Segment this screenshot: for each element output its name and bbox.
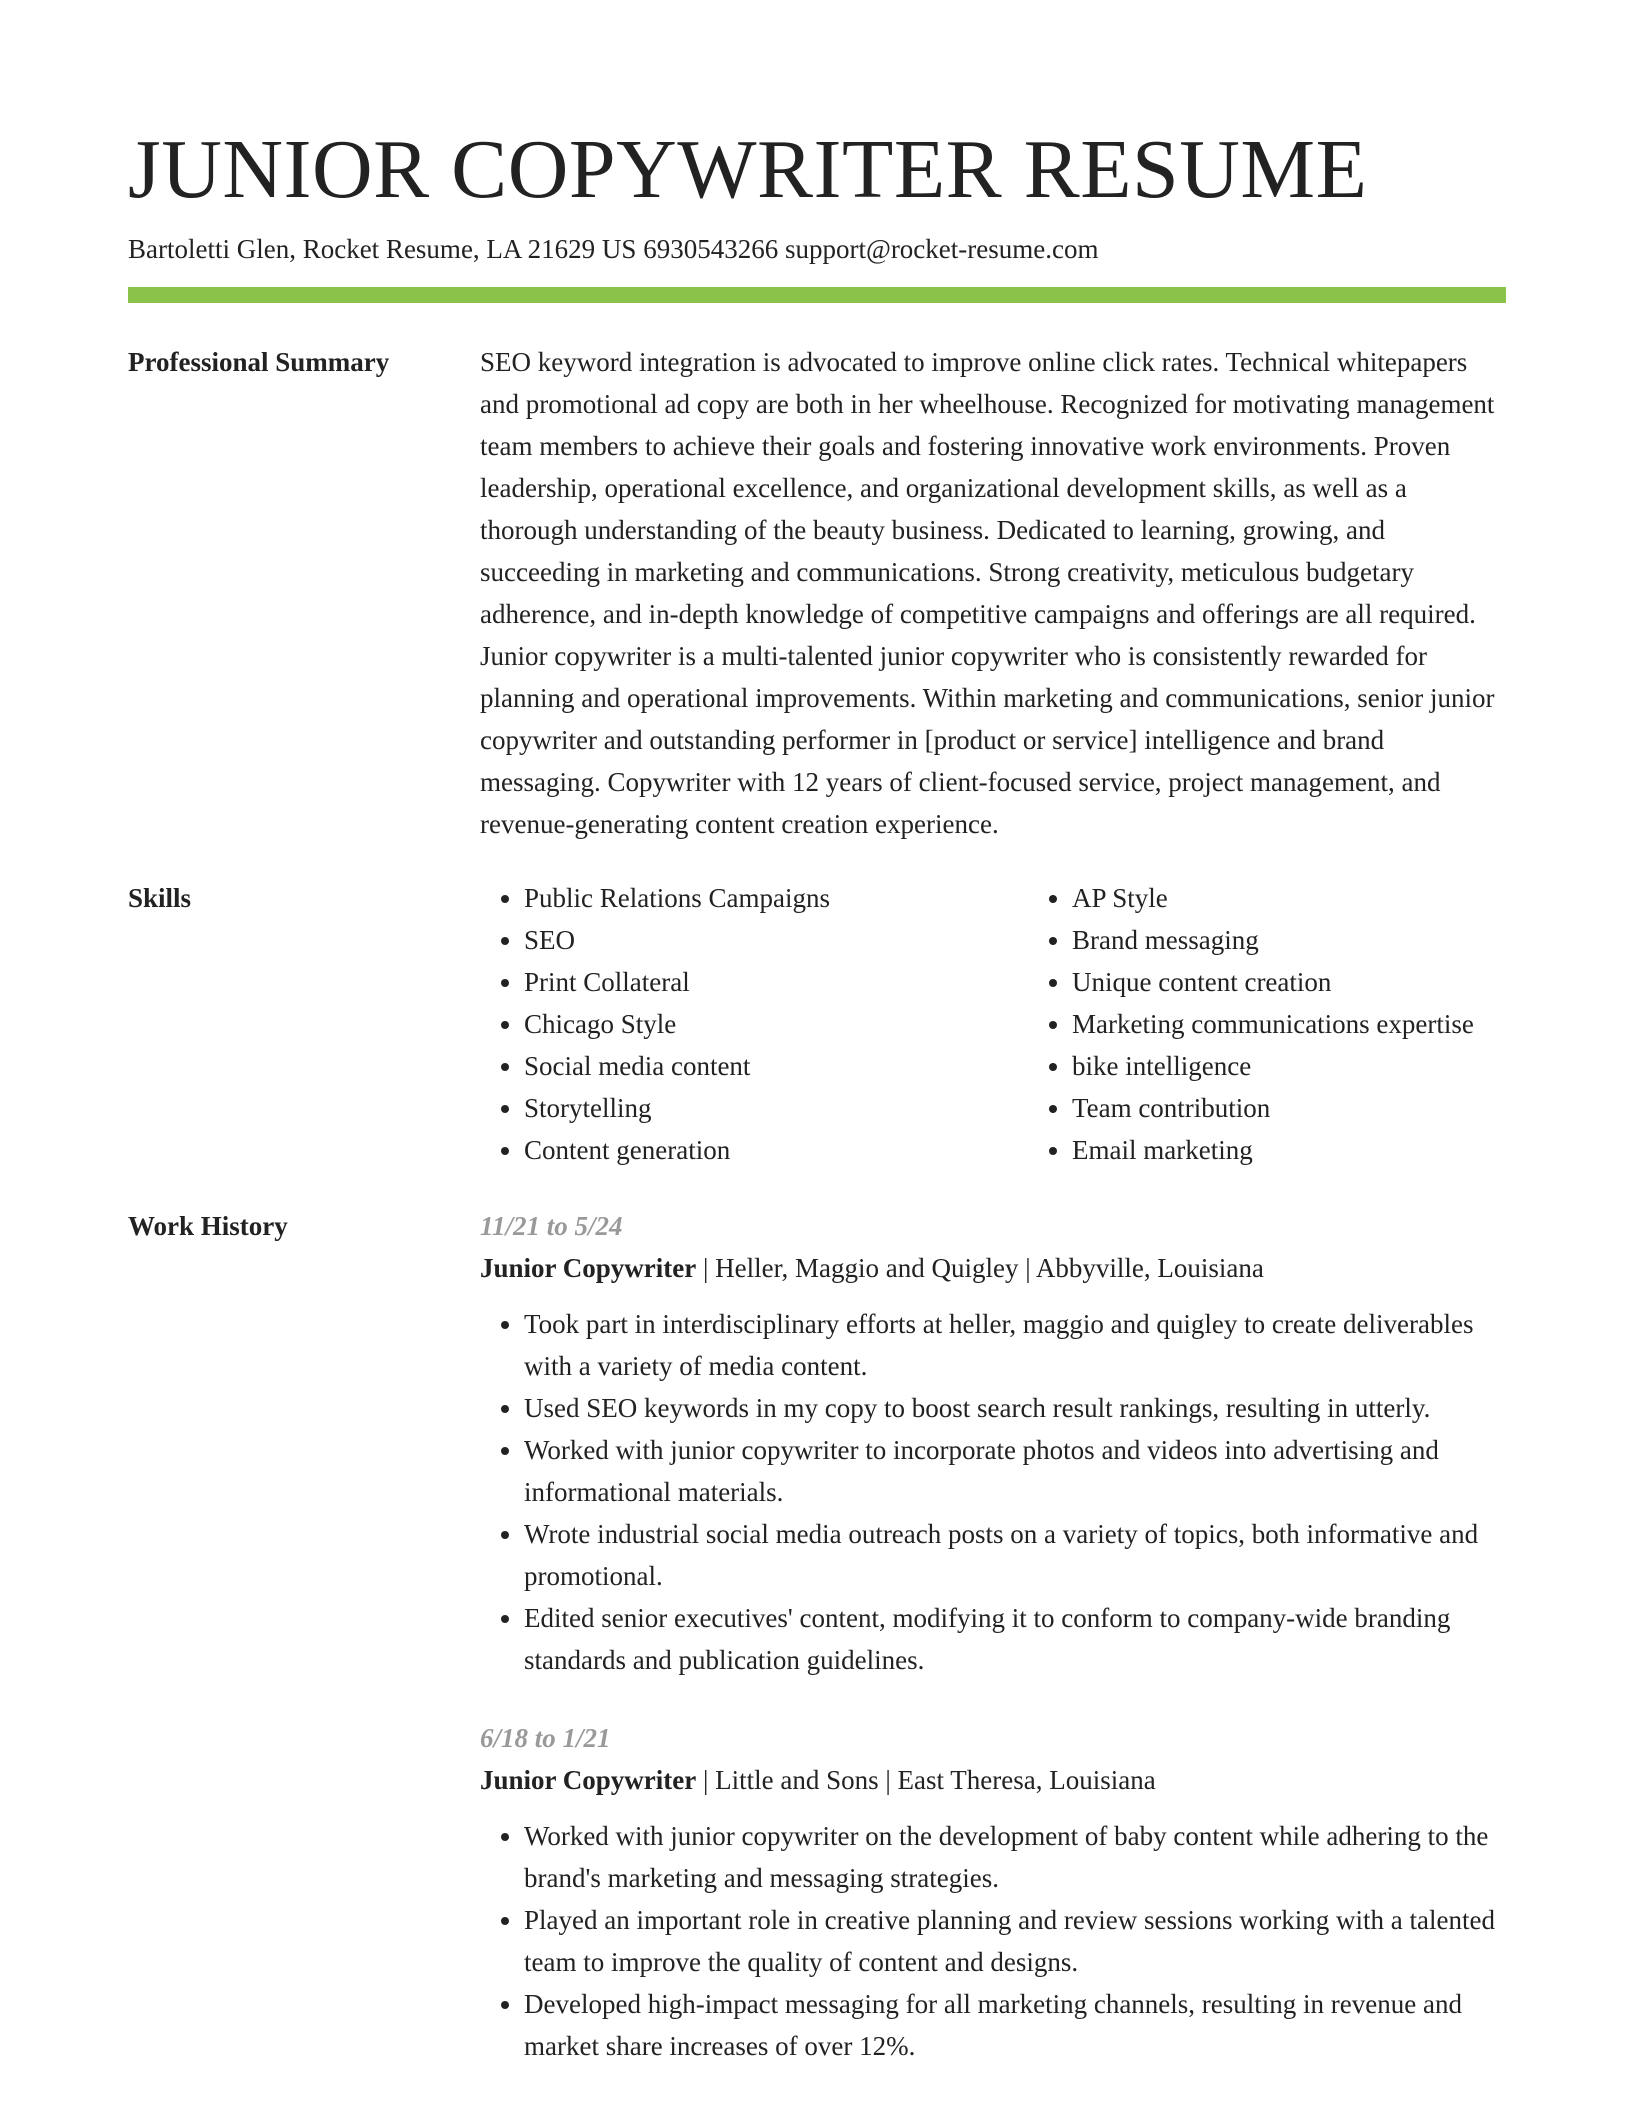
- job-bullet: • Worked with junior copywriter to incorporate photos and videos into advertising and informational materials.: [524, 1429, 1506, 1513]
- skills-column-right: [1028, 877, 1576, 1171]
- skills-label: Skills: [128, 883, 192, 913]
- job-bullet: • Played an important role in creative planning and review sessions working with a talented team to improve the quality of content and designs.: [524, 1899, 1506, 1983]
- job-bullet: • Took part in interdisciplinary efforts at heller, maggio and quigley to create deliverables with a variety of media content.: [524, 1303, 1506, 1387]
- job-employer-location: | Little and Sons | East Theresa, Louisiana: [696, 1765, 1156, 1795]
- skill-item: • Public Relations Campaigns: [524, 877, 1028, 919]
- job-title: Junior Copywriter: [480, 1765, 697, 1795]
- skill-item: • Unique content creation: [1072, 961, 1576, 1003]
- accent-divider: [128, 287, 1506, 303]
- contact-phone: 6930543266: [643, 234, 779, 264]
- skill-item: • Brand messaging: [1072, 919, 1576, 961]
- work-history-section: [128, 1205, 1506, 2103]
- summary-section: [128, 341, 1506, 845]
- skill-item: • Content generation: [524, 1129, 1028, 1171]
- job-dates: 11/21 to 5/24: [480, 1211, 623, 1241]
- summary-text: SEO keyword integration is advocated to improve online click rates. Technical whitepapers and promotional ad copy are both in her wheelhouse. Recognized for motivating management team members to achieve their goals and fostering innovative work environments. Proven leadership, operational excellence, and organizational development skills, as well as a thorough understanding of the beauty business. Dedicated to learning, growing, and succeeding in marketing and communications. Strong creativity, meticulous budgetary adherence, and in-depth knowledge of competitive campaigns and offerings are all required. Junior copywriter is a multi-talented junior copywriter who is consistently rewarded for planning and operational improvements. Within marketing and communications, senior junior copywriter and outstanding performer in [product or service] intelligence and brand messaging. Copywriter with 12 years of client-focused service, project management, and revenue-generating content creation experience.: [480, 347, 1495, 839]
- job-bullet: • Used SEO keywords in my copy to boost search result rankings, resulting in utterly.: [524, 1387, 1506, 1429]
- job-bullet: • Wrote industrial social media outreach posts on a variety of topics, both informative and promotional.: [524, 1513, 1506, 1597]
- job-bullet-list: [480, 1303, 1506, 1681]
- contact-line: [128, 230, 1506, 268]
- skills-section: [128, 877, 1506, 1171]
- skill-item: • Print Collateral: [524, 961, 1028, 1003]
- job-entry: [480, 1205, 1506, 1681]
- skill-item: • Social media content: [524, 1045, 1028, 1087]
- job-bullet: • Developed high-impact messaging for all marketing channels, resulting in revenue and market share increases of over 12%.: [524, 1983, 1506, 2067]
- job-heading: [480, 1247, 1506, 1289]
- job-dates: 6/18 to 1/21: [480, 1723, 611, 1753]
- skill-item: • AP Style: [1072, 877, 1576, 919]
- job-title: Junior Copywriter: [480, 1253, 697, 1283]
- resume-title: JUNIOR COPYWRITER RESUME: [128, 123, 1368, 216]
- resume-page: [128, 120, 1506, 2103]
- skill-item: • bike intelligence: [1072, 1045, 1576, 1087]
- skill-item: • Storytelling: [524, 1087, 1028, 1129]
- skill-item: • Team contribution: [1072, 1087, 1576, 1129]
- skills-column-left: [480, 877, 1028, 1171]
- work-history-label: Work History: [128, 1211, 288, 1241]
- work-history-list: [480, 1205, 1506, 2103]
- skill-item: • Chicago Style: [524, 1003, 1028, 1045]
- skill-item: • Marketing communications expertise: [1072, 1003, 1576, 1045]
- job-bullet-list: [480, 1815, 1506, 2067]
- contact-address: Bartoletti Glen, Rocket Resume, LA 21629 US: [128, 234, 637, 264]
- summary-label: Professional Summary: [128, 347, 390, 377]
- job-employer-location: | Heller, Maggio and Quigley | Abbyville, Louisiana: [696, 1253, 1264, 1283]
- contact-email: support@rocket-resume.com: [784, 234, 1099, 264]
- skill-item: • SEO: [524, 919, 1028, 961]
- job-bullet: • Edited senior executives' content, modifying it to conform to company-wide branding standards and publication guidelines.: [524, 1597, 1506, 1681]
- skill-item: • Email marketing: [1072, 1129, 1576, 1171]
- job-bullet: • Worked with junior copywriter on the development of baby content while adhering to the brand's marketing and messaging strategies.: [524, 1815, 1506, 1899]
- job-heading: [480, 1759, 1506, 1801]
- skills-grid: [480, 877, 1576, 1171]
- job-entry: [480, 1717, 1506, 2067]
